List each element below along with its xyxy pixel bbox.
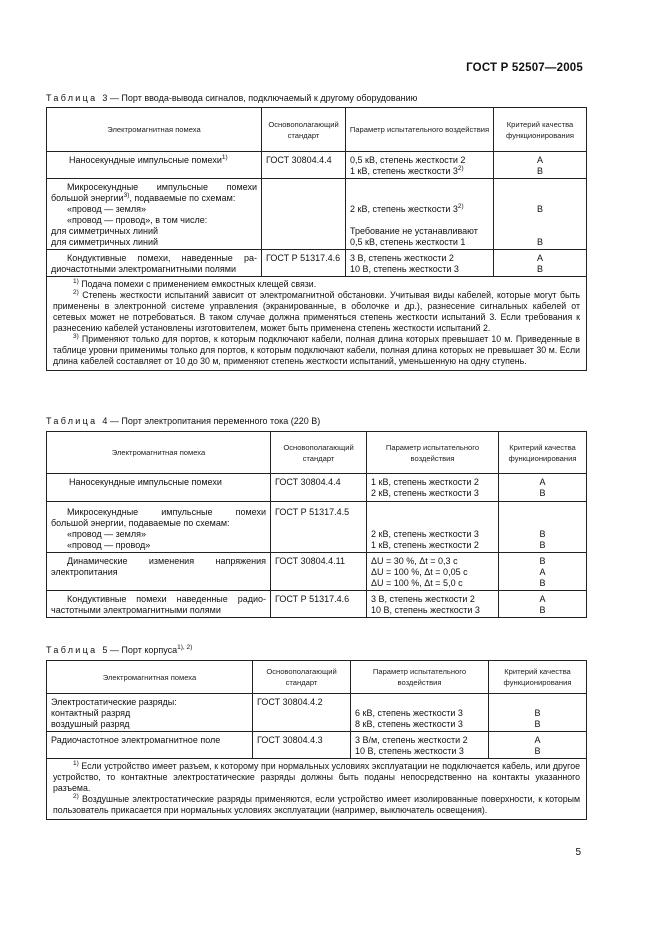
footnote: $^{1)}$ Если устройство имеет разъем, к которому при нормальных условиях эксплуатации не подключается кабель, или другое устройство, то контактные электростатические разряды должны быть поданы непосредственно на контакты указанного разъема.	[53, 760, 580, 793]
param-cell: 3 В, степень жесткости 2 10 В, степень жесткости 3	[367, 591, 499, 618]
crit-cell: А В	[499, 474, 587, 502]
crit-cell: А В	[494, 152, 587, 179]
table5-notes	[47, 759, 587, 820]
crit-cell: В В	[489, 694, 587, 732]
table3-caption-label: Таблица	[46, 93, 98, 103]
crit-cell: В А В	[499, 553, 587, 591]
table-notes-row	[47, 759, 587, 820]
crit-cell: А В	[499, 591, 587, 618]
footnote: $^{3)}$ Применяют только для портов, к которым подключают кабели, полная длина которых превышает 10 м. Приведенные в таблице уровни применимы только для портов, к которым подключают кабели, полная длина которых не превышает 30 м. Если длина кабелей составляет от 10 до 30 м, применяют степень жесткости испытаний, уменьшенную на одну ступень.	[53, 333, 580, 366]
param-cell: 3 В/м, степень жесткости 2 10 В, степень жесткости 3	[351, 732, 489, 759]
col-header-crit: Критерий качества функционирования	[494, 108, 587, 152]
emc-cell: Кондуктивные помехи, наведенные ра- диочастотными электромагнитными полями	[47, 250, 262, 277]
table-row	[47, 694, 587, 732]
std-cell: ГОСТ 30804.4.2	[253, 694, 351, 732]
table5-caption: Таблица 5 — Порт корпуса$^{1), 2)}$	[46, 644, 193, 655]
emc-cell: Микросекундные импульсные помехи большой энергии$^{3)}$, подаваемые по схемам: «провод — земля» «провод — провод», в том числе: для симметричных линий для симметричных линий	[47, 179, 262, 250]
table3-notes	[47, 277, 587, 371]
col-header-crit: Критерий качества функционирования	[499, 432, 587, 474]
param-cell: 6 кВ, степень жесткости 3 8 кВ, степень жесткости 3	[351, 694, 489, 732]
col-header-std: Основополагающий стандарт	[271, 432, 367, 474]
table4-caption-text: 4 — Порт электропитания переменного тока (220 В)	[102, 416, 321, 426]
table-row	[47, 553, 587, 591]
table-5	[46, 660, 587, 820]
emc-cell: Динамические изменения напряжения электропитания	[47, 553, 271, 591]
col-header-emc: Электромагнитная помеха	[47, 661, 253, 694]
std-cell: ГОСТ 30804.4.3	[253, 732, 351, 759]
table-header-row	[47, 432, 587, 474]
table-row	[47, 474, 587, 502]
col-header-crit: Критерий качества функционирования	[489, 661, 587, 694]
std-cell: ГОСТ Р 51317.4.6	[262, 250, 346, 277]
crit-cell: В В	[494, 179, 587, 250]
emc-cell: Электростатические разряды: контактный разряд воздушный разряд	[47, 694, 253, 732]
footnote: $^{1)}$ Подача помехи с применением емкостных клещей связи.	[73, 278, 317, 289]
table-notes-row	[47, 277, 587, 371]
param-cell: 1 кВ, степень жесткости 2 2 кВ, степень жесткости 3	[367, 474, 499, 502]
footnote: $^{2)}$ Степень жесткости испытаний зависит от электромагнитной обстановки. Учитывая виды кабелей, которые могут быть применены в электронной системе управления (экранированные, в оболочке и др.), разнесение сигнальных кабелей от сетевых может не потребоваться. В таком случае должна применяться степень жесткости испытаний 3. Если требования к разнесению кабелей установлены изготовителем, может быть применена степень жесткости испытаний 2.	[53, 289, 580, 333]
crit-cell: В В	[499, 502, 587, 553]
emc-cell: Наносекундные импульсные помехи	[47, 474, 271, 502]
param-cell: 3 В, степень жесткости 2 10 В, степень жесткости 3	[346, 250, 494, 277]
std-cell: ГОСТ Р 51317.4.5	[271, 502, 367, 553]
col-header-param: Параметр испытательного воздействия	[346, 108, 494, 152]
std-cell: ГОСТ Р 51317.4.6	[271, 591, 367, 618]
table5-caption-text: 5 — Порт корпуса	[102, 645, 178, 655]
emc-cell: Кондуктивные помехи наведенные радио- частотными электромагнитными полями	[47, 591, 271, 618]
table5-caption-label: Таблица	[46, 645, 98, 655]
col-header-std: Основополагающий стандарт	[253, 661, 351, 694]
table-3	[46, 107, 587, 371]
param-cell: ΔU = 30 %, Δt = 0,3 с ΔU = 100 %, Δt = 0,05 с ΔU = 100 %, Δt = 5,0 с	[367, 553, 499, 591]
table-4	[46, 431, 587, 618]
footnote: $^{2)}$ Воздушные электростатические разряды применяются, если устройство имеет изолированные поверхности, к которым пользователь прикасается при нормальных условиях эксплуатации (например, выключатель освещения).	[53, 793, 580, 815]
table3-caption-text: 3 — Порт ввода-вывода сигналов, подключаемый к другому оборудованию	[102, 93, 418, 103]
col-header-emc: Электромагнитная помеха	[47, 432, 271, 474]
col-header-std: Основополагающий стандарт	[262, 108, 346, 152]
col-header-param: Параметр испытательного воздействия	[351, 661, 489, 694]
table-header-row	[47, 661, 587, 694]
param-cell: 2 кВ, степень жесткости 3$^{2)}$ Требование не устанавливают 0,5 кВ, степень жесткости 1	[346, 179, 494, 250]
std-cell	[262, 179, 346, 250]
std-cell: ГОСТ 30804.4.4	[262, 152, 346, 179]
table-header-row	[47, 108, 587, 152]
emc-cell: Микросекундные импульсные помехи большой энергии, подаваемые по схемам: «провод — земля» «провод — провод»	[47, 502, 271, 553]
crit-cell: А В	[489, 732, 587, 759]
std-cell: ГОСТ 30804.4.4	[271, 474, 367, 502]
emc-cell: Радиочастотное электромагнитное поле	[47, 732, 253, 759]
param-cell: 2 кВ, степень жесткости 3 1 кВ, степень жесткости 2	[367, 502, 499, 553]
table4-caption	[46, 416, 320, 426]
table-row	[47, 591, 587, 618]
table3-caption	[46, 93, 417, 103]
table-row	[47, 179, 587, 250]
table-row	[47, 152, 587, 179]
page-number: 5	[575, 847, 581, 858]
table-row	[47, 502, 587, 553]
emc-cell: Наносекундные импульсные помехи$^{1)}$	[47, 152, 262, 179]
col-header-emc: Электромагнитная помеха	[47, 108, 262, 152]
crit-cell: А В	[494, 250, 587, 277]
table4-caption-label: Таблица	[46, 416, 98, 426]
document-number: ГОСТ Р 52507—2005	[466, 62, 583, 74]
table-row	[47, 732, 587, 759]
param-cell: 0,5 кВ, степень жесткости 2 1 кВ, степень жесткости 3$^{2)}$	[346, 152, 494, 179]
table-row	[47, 250, 587, 277]
col-header-param: Параметр испытательного воздействия	[367, 432, 499, 474]
std-cell: ГОСТ 30804.4.11	[271, 553, 367, 591]
